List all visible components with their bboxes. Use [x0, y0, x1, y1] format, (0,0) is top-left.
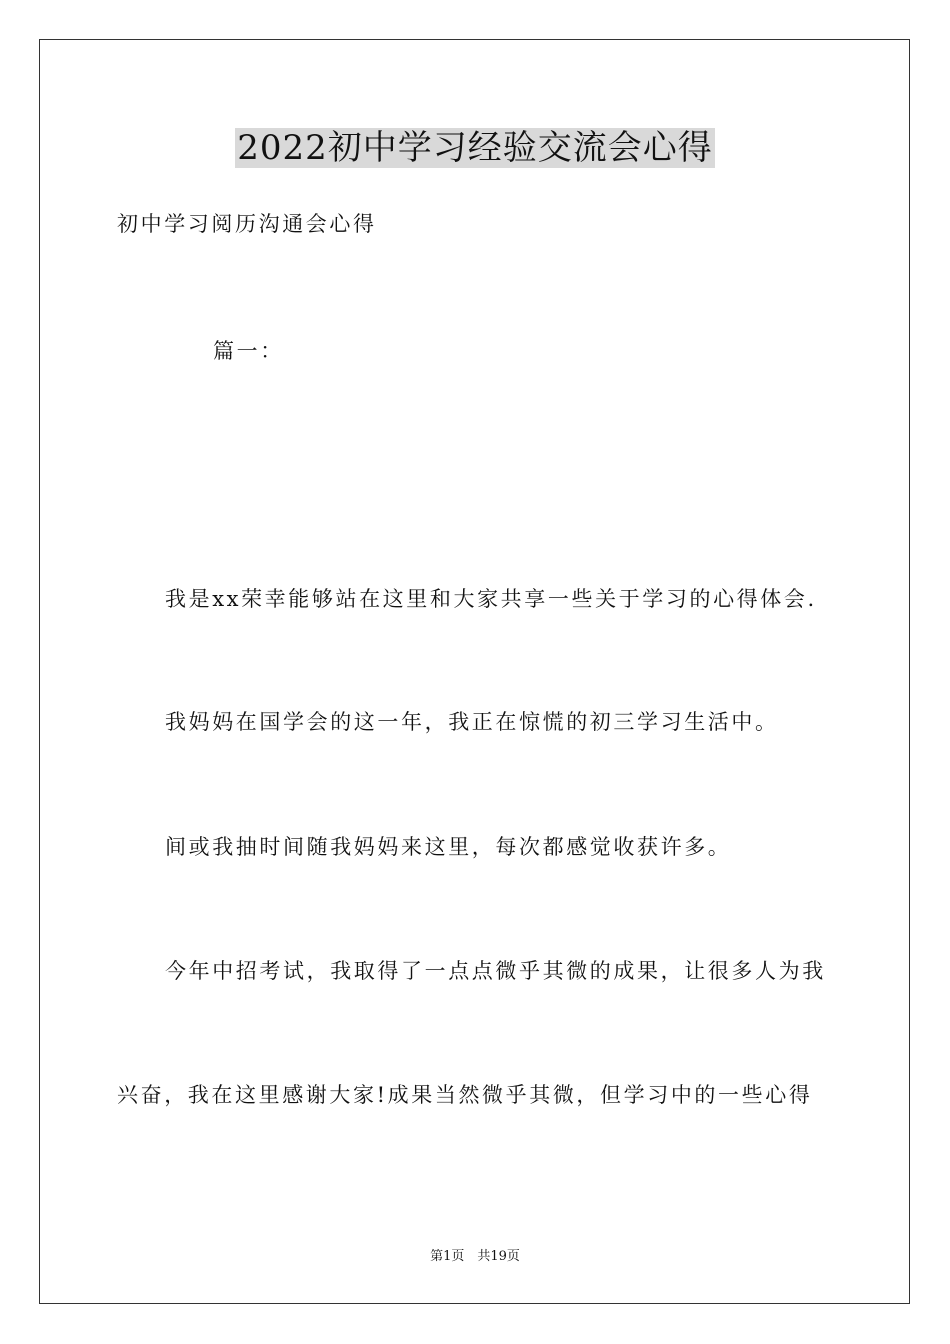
document-title-text: 2022初中学习经验交流会心得	[237, 128, 713, 168]
paragraph-line-4: 今年中招考试，我取得了一点点微乎其微的成果，让很多人为我	[165, 959, 826, 983]
paragraph-line-5: 兴奋，我在这里感谢大家!成果当然微乎其微，但学习中的一些心得	[117, 1083, 813, 1107]
page-footer: 第1页 共19页	[430, 1249, 520, 1264]
paragraph-line-2: 我妈妈在国学会的这一年，我正在惊慌的初三学习生活中。	[165, 710, 779, 734]
section-heading: 篇一：	[213, 339, 284, 363]
paragraph-line-3: 间或我抽时间随我妈妈来这里，每次都感觉收获许多。	[165, 835, 732, 859]
document-subtitle: 初中学习阅历沟通会心得	[117, 212, 377, 236]
paragraph-line-1: 我是xx荣幸能够站在这里和大家共享一些关于学习的心得体会.	[165, 587, 817, 611]
document-title	[0, 124, 950, 172]
